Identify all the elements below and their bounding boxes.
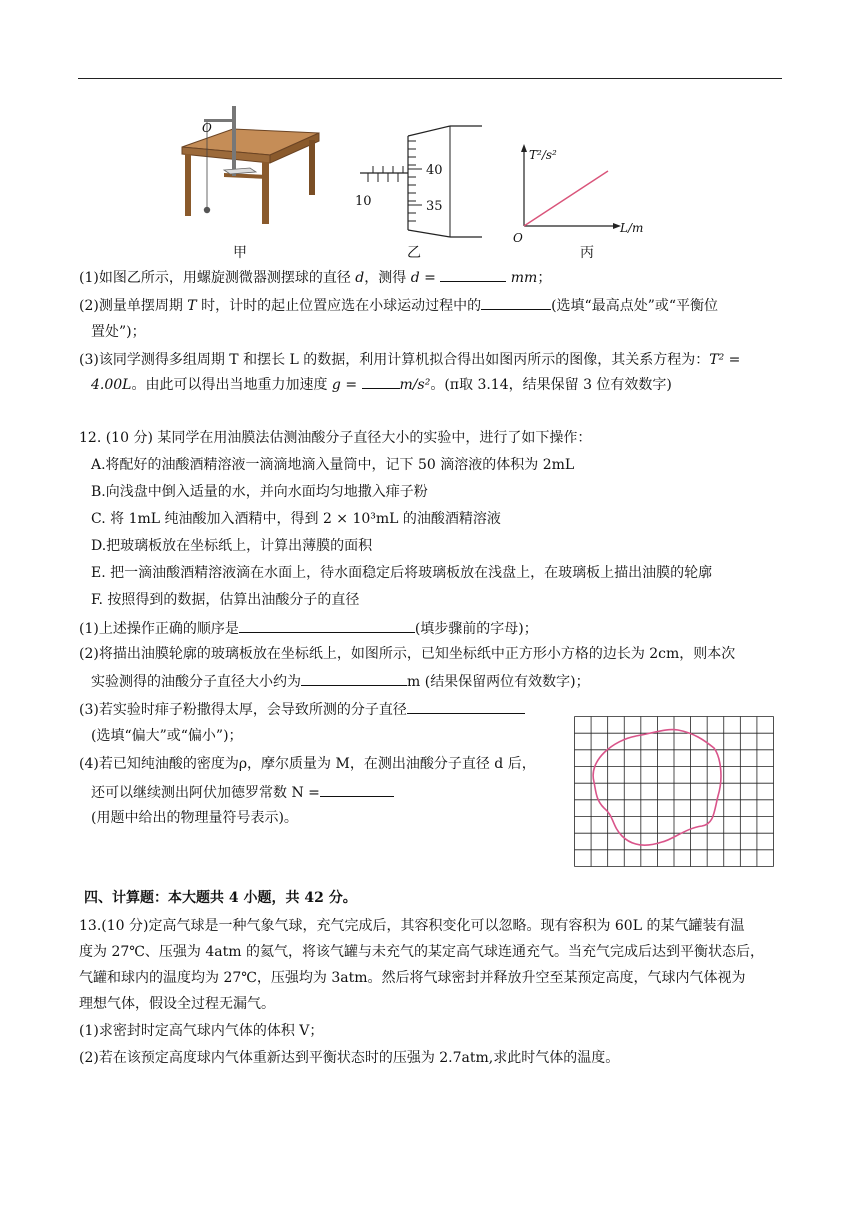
- q11-part3: (3)该同学测得多组周期 T 和摆长 L 的数据，利用计算机拟合得出如图丙所示的图像，其关系方程为：T² =: [79, 352, 741, 368]
- caption-jia: 甲: [233, 245, 247, 261]
- caption-yi: 乙: [407, 245, 421, 261]
- q12-part4-cont: 还可以继续测出阿伏加德罗常数 N =: [91, 781, 394, 803]
- q11-p2-answer-blank[interactable]: [481, 294, 551, 310]
- q12-part3: (3)若实验时痱子粉撒得太厚，会导致所测的分子直径: [79, 698, 525, 720]
- q12-part4: (4)若已知纯油酸的密度为ρ，摩尔质量为 M，在测出油酸分子直径 d 后，: [79, 756, 536, 772]
- q12-step-b: B.向浅盘中倒入适量的水，并向水面均匀地撒入痱子粉: [91, 484, 428, 500]
- q11-part1: (1)如图乙所示，用螺旋测微器测摆球的直径 d，测得 d = mm；: [79, 266, 551, 288]
- figure-jia-pendulum: [178, 100, 323, 255]
- q12-step-c: C. 将 1mL 纯油酸加入酒精中，得到 2 × 10³mL 的油酸酒精溶液: [91, 511, 501, 527]
- q12-step-e: E. 把一滴油酸酒精溶液滴在水面上，待水面稳定后将玻璃板放在浅盘上，在玻璃板上描出油膜的轮廓: [91, 565, 713, 581]
- q11-part3-cont: 4.00L。由此可以得出当地重力加速度 g = m/s²。(π取 3.14，结果保留 3 位有效数字): [91, 373, 672, 395]
- jia-o-label: O: [202, 121, 212, 135]
- q13-part2: (2)若在该预定高度球内气体重新达到平衡状态时的压强为 2.7atm,求此时气体的温度。: [79, 1050, 620, 1066]
- q12-step-f: F. 按照得到的数据，估算出油酸分子的直径: [91, 592, 360, 608]
- q12-part1: (1)上述操作正确的顺序是 (填步骤前的字母)；: [79, 617, 538, 639]
- oil-film-grid-figure: [574, 716, 775, 868]
- figure-yi-micrometer: [350, 118, 485, 238]
- q13-line-2: 度为 27℃、压强为 4atm 的氦气，将该气罐与未充气的某定高气球连通充气。当充气完成后达到平衡状态后，: [79, 944, 764, 960]
- section4-title: 四、计算题：本大题共 4 小题，共 42 分。: [84, 890, 357, 906]
- q12-part2: (2)将描出油膜轮廓的玻璃板放在坐标纸上，如图所示，已知坐标纸中正方形小方格的边长为 2cm，则本次: [79, 646, 736, 662]
- figure-bing-graph: [510, 140, 650, 245]
- q12-p4-answer-blank[interactable]: [320, 781, 394, 797]
- q12-part4-note: (用题中给出的物理量符号表示)。: [91, 810, 298, 826]
- q11-part2-cont: 置处”)；: [91, 324, 146, 340]
- bing-origin-label: O: [513, 231, 523, 245]
- q13-line-4: 理想气体，假设全过程无漏气。: [79, 996, 275, 1012]
- q12-p1-answer-blank[interactable]: [239, 617, 415, 633]
- top-rule: [78, 78, 782, 79]
- q11-p1-answer-blank[interactable]: [440, 266, 506, 282]
- q12-part3-cont: (选填“偏大”或“偏小”)；: [91, 728, 243, 744]
- yi-thimble-label-35: 35: [426, 199, 443, 214]
- q12-step-a: A.将配好的油酸酒精溶液一滴滴地滴入量筒中，记下 50 滴溶液的体积为 2mL: [91, 457, 575, 473]
- caption-bing: 丙: [580, 245, 594, 261]
- yi-main-scale-label: 10: [355, 194, 372, 209]
- bing-x-axis-label: L/m: [620, 221, 644, 235]
- q13-line-3: 气罐和球内的温度均为 27℃，压强均为 3atm。然后将气球密封并释放升空至某预定高度，气球内气体视为: [79, 970, 746, 986]
- q12-part2-cont: 实验测得的油酸分子直径大小约为 m (结果保留两位有效数字)；: [91, 670, 590, 692]
- q13-line-1: 13.(10 分)定高气球是一种气象气球，充气完成后，其容积变化可以忽略。现有容积为 60L 的某气罐装有温: [79, 918, 745, 934]
- bing-fit-line: [524, 171, 608, 226]
- q11-p3-answer-blank[interactable]: [362, 373, 400, 389]
- q12-step-d: D.把玻璃板放在坐标纸上，计算出薄膜的面积: [91, 538, 373, 554]
- yi-thimble-label-40: 40: [426, 163, 443, 178]
- bing-y-axis-label: T²/s²: [529, 148, 557, 162]
- q12-header: 12. (10 分) 某同学在用油膜法估测油酸分子直径大小的实验中，进行了如下操作：: [79, 430, 592, 446]
- q13-part1: (1)求密封时定高气球内气体的体积 V；: [79, 1023, 324, 1039]
- q12-p3-answer-blank[interactable]: [407, 698, 525, 714]
- q11-part2: (2)测量单摆周期 T 时，计时的起止位置应选在小球运动过程中的 (选填“最高点处”或“平衡位: [79, 294, 718, 316]
- q12-p2-answer-blank[interactable]: [301, 670, 407, 686]
